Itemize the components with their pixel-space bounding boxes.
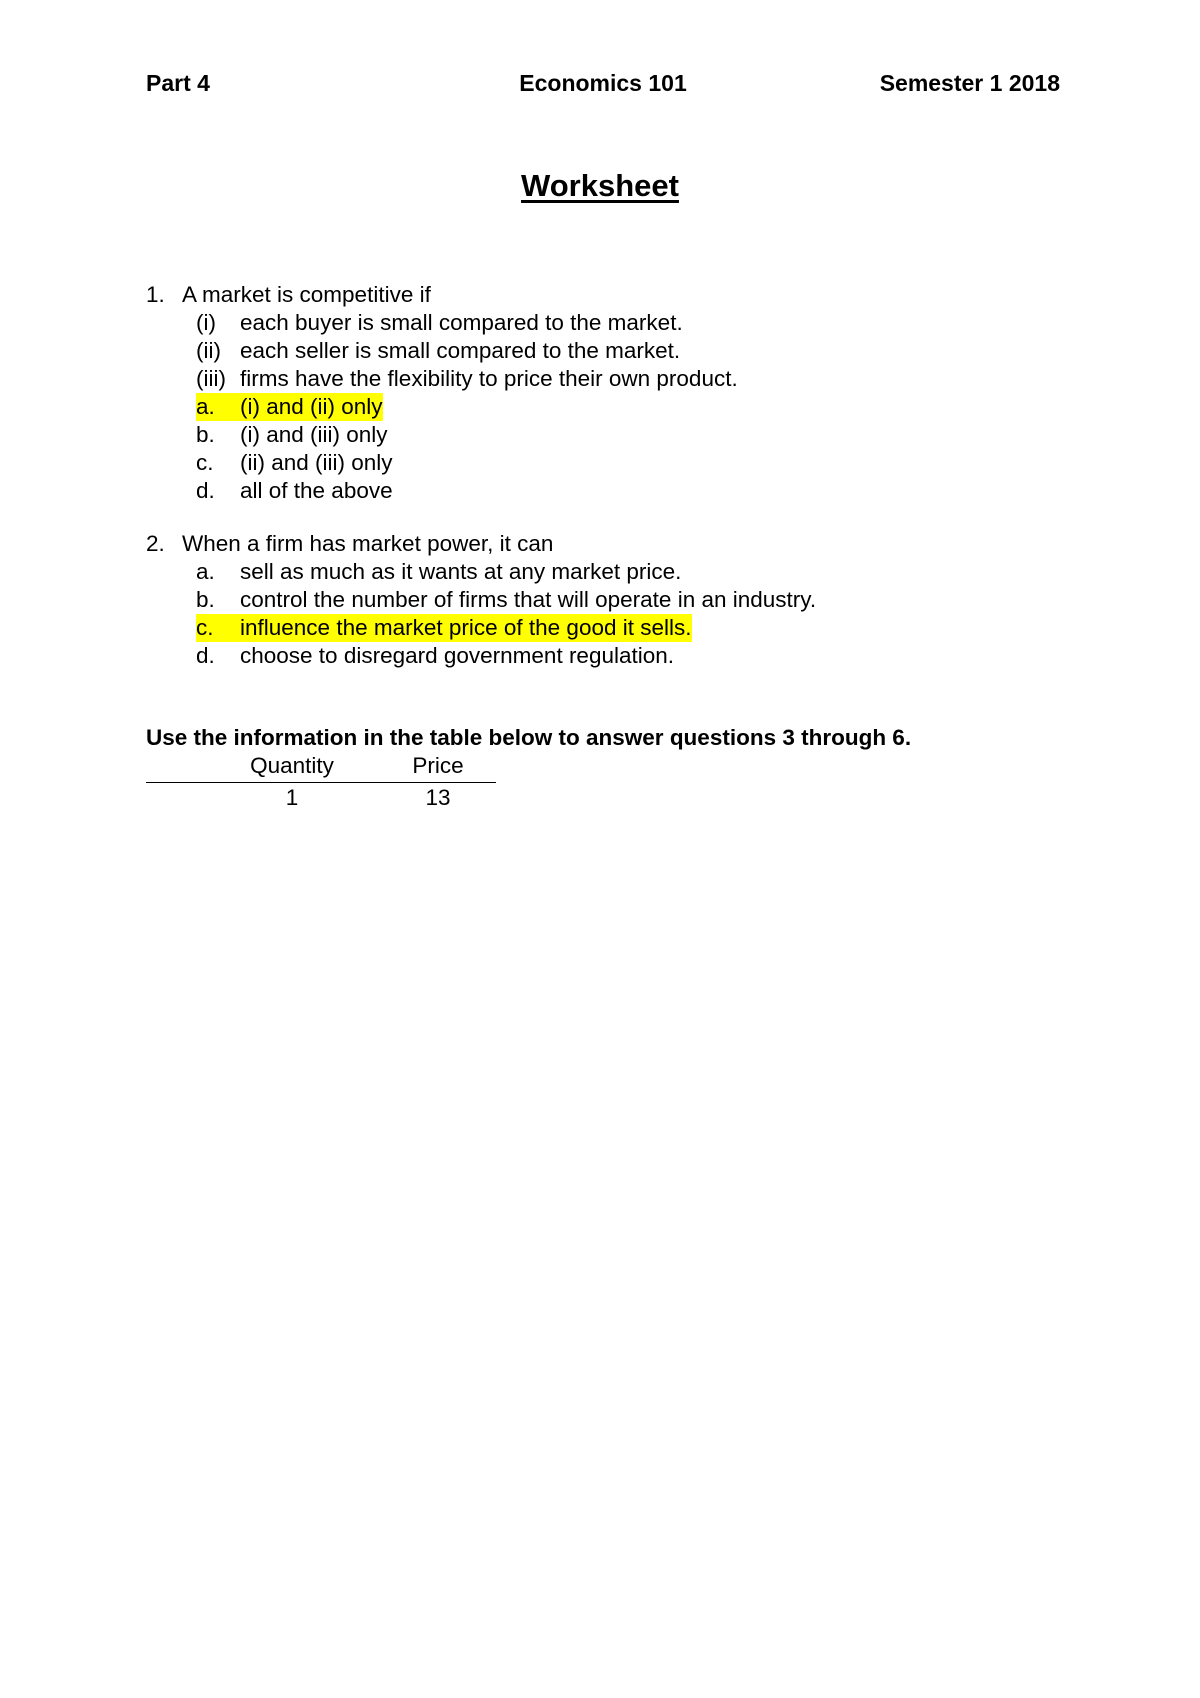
page-title: Worksheet bbox=[521, 168, 679, 203]
answer-option-text: (i) and (iii) only bbox=[240, 422, 388, 447]
question-1-text: A market is competitive if bbox=[182, 282, 431, 307]
table-header-rule bbox=[146, 782, 496, 783]
answer-option-text-highlighted: (i) and (ii) only bbox=[240, 394, 383, 419]
header-course: Economics 101 bbox=[519, 70, 687, 96]
answer-option-text: sell as much as it wants at any market price. bbox=[240, 559, 682, 584]
statement-text: each buyer is small compared to the market. bbox=[240, 310, 683, 335]
answer-option-text: (ii) and (iii) only bbox=[240, 450, 393, 475]
question-1-number: 1. bbox=[146, 282, 165, 307]
header-semester: Semester 1 2018 bbox=[879, 70, 1060, 96]
answer-option-text-highlighted: influence the market price of the good it sells. bbox=[240, 615, 692, 640]
question-2-number: 2. bbox=[146, 531, 165, 556]
answer-option-label: a. bbox=[196, 559, 215, 584]
table-header-price: Price bbox=[412, 753, 464, 778]
statement-text: each seller is small compared to the market. bbox=[240, 338, 681, 363]
answer-option-label-highlighted: a. bbox=[196, 393, 240, 421]
answer-option-text: control the number of firms that will operate in an industry. bbox=[240, 587, 817, 612]
table-cell-price: 13 bbox=[425, 785, 451, 810]
statement-text: firms have the flexibility to price their own product. bbox=[240, 366, 738, 391]
answer-option-label: c. bbox=[196, 450, 214, 475]
table-header-quantity: Quantity bbox=[250, 753, 334, 778]
page-header bbox=[146, 70, 1060, 102]
answer-option-label: b. bbox=[196, 587, 215, 612]
header-part: Part 4 bbox=[146, 70, 210, 96]
answer-option-text: choose to disregard government regulation. bbox=[240, 643, 675, 668]
answer-option-label: d. bbox=[196, 643, 215, 668]
table-cell-quantity: 1 bbox=[285, 785, 299, 810]
question-2-text: When a firm has market power, it can bbox=[182, 531, 554, 556]
answer-option-label: b. bbox=[196, 422, 215, 447]
statement-label: (ii) bbox=[196, 338, 221, 363]
answer-option-label: d. bbox=[196, 478, 215, 503]
answer-option-label-highlighted: c. bbox=[196, 614, 240, 642]
table-instruction: Use the information in the table below to answer questions 3 through 6. bbox=[146, 725, 912, 750]
statement-label: (i) bbox=[196, 310, 216, 335]
answer-option-text: all of the above bbox=[240, 478, 393, 503]
statement-label: (iii) bbox=[196, 366, 226, 391]
